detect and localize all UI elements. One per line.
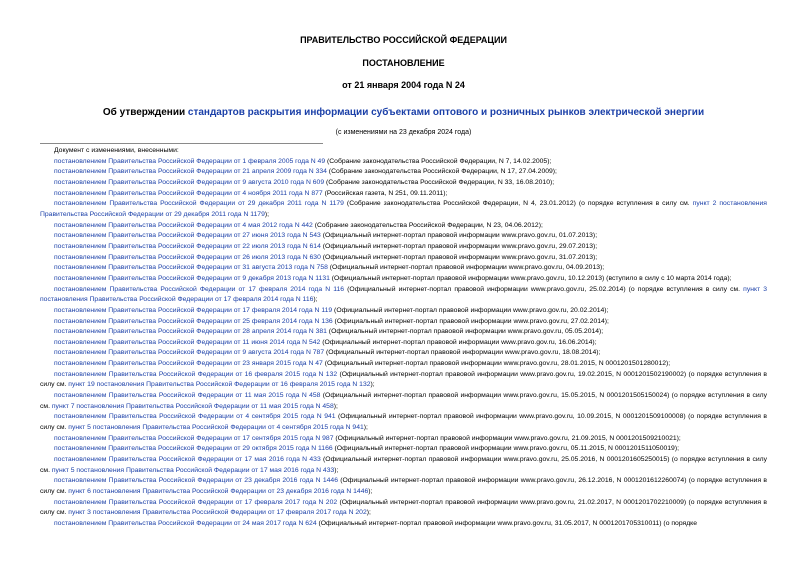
amendment-link[interactable]: постановлением Правительства Российской Федерации от 4 сентября 2015 года N 941	[54, 413, 336, 421]
amendment-link[interactable]: постановлением Правительства Российской Федерации от 9 августа 2010 года N 609	[54, 178, 325, 186]
amendment-link[interactable]: постановлением Правительства Российской Федерации от 21 апреля 2009 года N 334	[54, 168, 327, 176]
amendment-link[interactable]: постановлением Правительства Российской Федерации от 9 декабря 2013 года N 1131	[54, 274, 330, 282]
amendment-source: (Официальный интернет-портал правовой информации www.pravo.gov.ru, 20.02.2014);	[332, 306, 609, 314]
amendment-link[interactable]: постановлением Правительства Российской Федерации от 9 августа 2014 года N 787	[54, 349, 325, 357]
amendment-item	[40, 476, 767, 497]
amendment-link[interactable]: постановлением Правительства Российской Федерации от 17 февраля 2014 года N 119	[54, 306, 333, 314]
amendment-item	[40, 274, 767, 285]
amendment-source: (Официальный интернет-портал правовой информации www.pravo.gov.ru, 21.02.2017, N 0001201702210009) (о порядке вступления в силу см.	[40, 498, 767, 517]
amendment-source: (Официальный интернет-портал правовой информации www.pravo.gov.ru, 05.11.2015, N 0001201511050019);	[332, 445, 679, 453]
amendment-tail: );	[333, 402, 338, 410]
amendments-block	[40, 146, 767, 530]
amendment-link[interactable]: постановлением Правительства Российской Федерации от 29 декабря 2011 года N 1179	[54, 200, 344, 208]
amendment-link[interactable]: постановлением Правительства Российской Федерации от 17 февраля 2017 года N 202	[54, 498, 338, 506]
amendment-source: (Официальный интернет-портал правовой информации www.pravo.gov.ru, 10.12.2013) (вступило в силу с 10 марта 2014 года);	[329, 274, 732, 282]
amendment-source: (Собрание законодательства Российской Федерации, N 33, 16.08.2010);	[324, 178, 555, 186]
amendment-source: (Официальный интернет-портал правовой информации www.pravo.gov.ru, 31.05.2017, N 0001201705310011) (о порядке	[316, 519, 698, 527]
document-date-number: от 21 января 2004 года N 24	[342, 80, 465, 90]
amendment-link[interactable]: постановлением Правительства Российской Федерации от 29 октября 2015 года N 1166	[54, 445, 333, 453]
amendment-tail: );	[366, 509, 371, 517]
amendment-link[interactable]: постановлением Правительства Российской Федерации от 11 мая 2015 года N 458	[54, 392, 321, 400]
effective-date-link[interactable]: пункт 6 постановления Правительства Российской Федерации от 23 декабря 2016 года N 1446	[68, 488, 369, 495]
amendment-item	[40, 444, 767, 455]
amendment-source: (Официальный интернет-портал правовой информации www.pravo.gov.ru, 19.02.2015, N 0001201502190002) (о порядке вступления в силу см.	[40, 370, 767, 389]
amendment-link[interactable]: постановлением Правительства Российской Федерации от 28 апреля 2014 года N 381	[54, 328, 327, 336]
amendment-item	[40, 253, 767, 264]
amendment-item	[40, 178, 767, 189]
amendment-source: (Собрание законодательства Российской Федерации, N 7, 14.02.2005);	[325, 157, 552, 165]
amendment-tail: );	[363, 424, 368, 432]
amendment-item	[40, 498, 767, 519]
amendment-tail: );	[313, 296, 318, 304]
amendment-source: (Российская газета, N 251, 09.11.2011);	[322, 189, 448, 197]
effective-date-link[interactable]: пункт 2 постановления Правительства Российской Федерации от 29 декабря 2011 года N 1179	[40, 200, 767, 218]
amendment-item	[40, 189, 767, 200]
amendment-item	[40, 391, 767, 412]
amendment-tail: );	[368, 488, 373, 495]
amendment-link[interactable]: постановлением Правительства Российской Федерации от 31 августа 2013 года N 758	[54, 264, 328, 272]
amendment-item	[40, 359, 767, 370]
amendment-source: (Собрание законодательства Российской Федерации, N 23, 04.06.2012);	[312, 221, 543, 229]
amendment-link[interactable]: постановлением Правительства Российской Федерации от 4 мая 2012 года N 442	[54, 221, 313, 229]
amendment-source: (Официальный интернет-портал правовой информации www.pravo.gov.ru, 31.07.2013);	[320, 253, 598, 261]
amendment-item	[40, 231, 767, 242]
amendment-source: (Официальный интернет-портал правовой информации www.pravo.gov.ru, 26.12.2016, N 0001201612260074) (о порядке вступления в силу см.	[40, 477, 767, 495]
amendment-item	[40, 242, 767, 253]
amendment-item	[40, 327, 767, 338]
document-type-heading: ПОСТАНОВЛЕНИЕ	[362, 58, 445, 68]
amendment-item	[40, 455, 767, 476]
amendment-item	[40, 199, 767, 220]
amendment-source: (Официальный интернет-портал правовой информации www.pravo.gov.ru, 29.07.2013);	[320, 242, 598, 250]
amendment-tail: );	[334, 466, 339, 474]
effective-date-link[interactable]: пункт 19 постановления Правительства Российской Федерации от 16 февраля 2015 года N 132	[68, 381, 371, 389]
effective-date-link[interactable]: пункт 3 постановления Правительства Российской Федерации от 17 февраля 2017 года N 202	[68, 509, 367, 517]
amendment-source: (Официальный интернет-портал правовой информации www.pravo.gov.ru, 18.08.2014);	[324, 349, 601, 357]
amendment-item	[40, 317, 767, 328]
amendment-source: (Официальный интернет-портал правовой информации www.pravo.gov.ru, 10.09.2015, N 0001201509100008) (о порядке вступления в силу см.	[40, 413, 767, 432]
amendment-item	[40, 370, 767, 391]
amendment-source: (Официальный интернет-портал правовой информации www.pravo.gov.ru, 25.02.2014) (о порядке вступления в силу см.	[344, 285, 744, 293]
amendment-source: (Официальный интернет-портал правовой информации www.pravo.gov.ru, 28.01.2015, N 0001201501280012);	[322, 360, 671, 368]
document-title-prefix: Об утверждении	[102, 107, 188, 118]
amendment-source: (Официальный интернет-портал правовой информации www.pravo.gov.ru, 05.05.2014);	[326, 328, 604, 336]
amendment-link[interactable]: постановлением Правительства Российской Федерации от 1 февраля 2005 года N 49	[54, 157, 326, 165]
amendment-link[interactable]: постановлением Правительства Российской Федерации от 23 января 2015 года N 47	[54, 360, 323, 368]
amendment-link[interactable]: постановлением Правительства Российской Федерации от 11 июня 2014 года N 542	[54, 338, 321, 346]
amendment-source: (Официальный интернет-портал правовой информации www.pravo.gov.ru, 01.07.2013);	[320, 232, 598, 240]
amendment-source: (Официальный интернет-портал правовой информации www.pravo.gov.ru, 04.09.2013);	[327, 264, 605, 272]
amendment-source: (Официальный интернет-портал правовой информации www.pravo.gov.ru, 15.05.2015, N 0001201505150024) (о порядке вступления в силу см.	[40, 392, 767, 410]
amendment-source: (Официальный интернет-портал правовой информации www.pravo.gov.ru, 21.09.2015, N 0001201509210021);	[333, 434, 681, 442]
amendment-link[interactable]: постановлением Правительства Российской Федерации от 24 мая 2017 года N 624	[54, 519, 317, 527]
amendment-source: (Собрание законодательства Российской Федерации, N 17, 27.04.2009);	[326, 168, 557, 176]
amendment-item	[40, 285, 767, 306]
revision-note: (с изменениями на 23 декабря 2024 года)	[335, 129, 472, 136]
amendment-item	[40, 306, 767, 317]
amendment-item	[40, 434, 767, 445]
amendment-item	[40, 167, 767, 178]
amendment-source: (Официальный интернет-портал правовой информации www.pravo.gov.ru, 16.06.2014);	[320, 338, 597, 346]
amendment-tail: );	[264, 210, 270, 218]
amendment-link[interactable]: постановлением Правительства Российской Федерации от 17 сентября 2015 года N 987	[54, 434, 334, 442]
amendment-link[interactable]: постановлением Правительства Российской Федерации от 25 февраля 2014 года N 136	[54, 317, 333, 325]
amendment-item	[40, 157, 767, 168]
amendment-link[interactable]: постановлением Правительства Российской Федерации от 22 июля 2013 года N 614	[54, 242, 321, 250]
amendment-item	[40, 412, 767, 433]
amendments-intro: Документ с изменениями, внесенными:	[54, 147, 179, 154]
amendment-tail: );	[370, 381, 375, 389]
amendment-source: (Официальный интернет-портал правовой информации www.pravo.gov.ru, 27.02.2014);	[332, 317, 609, 325]
effective-date-link[interactable]: пункт 5 постановления Правительства Российской Федерации от 17 мая 2016 года N 433	[51, 466, 335, 474]
amendment-link[interactable]: постановлением Правительства Российской Федерации от 23 декабря 2016 года N 1446	[54, 477, 338, 485]
amendment-item	[40, 338, 767, 349]
amendment-link[interactable]: постановлением Правительства Российской Федерации от 17 мая 2016 года N 433	[54, 456, 321, 464]
document-title	[0, 107, 807, 119]
amendment-link[interactable]: постановлением Правительства Российской Федерации от 26 июля 2013 года N 630	[54, 253, 321, 261]
effective-date-link[interactable]: пункт 7 постановления Правительства Российской Федерации от 11 мая 2015 года N 458	[51, 402, 334, 410]
amendment-link[interactable]: постановлением Правительства Российской Федерации от 17 февраля 2014 года N 116	[54, 285, 345, 293]
amendment-source: (Собрание законодательства Российской Федерации, N 4, 23.01.2012) (о порядке вступления в силу см.	[343, 200, 693, 208]
effective-date-link[interactable]: пункт 3 постановления Правительства Российской Федерации от 17 февраля 2014 года N 116	[40, 285, 767, 304]
government-heading: ПРАВИТЕЛЬСТВО РОССИЙСКОЙ ФЕДЕРАЦИИ	[300, 35, 507, 45]
amendment-source: (Официальный интернет-портал правовой информации www.pravo.gov.ru, 25.05.2016, N 0001201605250015) (о порядке вступления в силу см.	[40, 456, 767, 474]
amendment-link[interactable]: постановлением Правительства Российской Федерации от 16 февраля 2015 года N 132	[54, 370, 338, 378]
amendment-item	[40, 221, 767, 232]
amendment-item	[40, 263, 767, 274]
separator-rule	[40, 143, 323, 144]
amendment-link[interactable]: постановлением Правительства Российской Федерации от 4 ноября 2011 года N 877	[54, 189, 323, 197]
effective-date-link[interactable]: пункт 5 постановления Правительства Российской Федерации от 4 сентября 2015 года N 941	[68, 424, 364, 432]
amendment-item	[40, 348, 767, 359]
amendment-item	[40, 519, 767, 530]
document-title-link[interactable]: стандартов раскрытия информации субъектами оптового и розничных рынков электрической энергии	[187, 107, 705, 118]
amendment-link[interactable]: постановлением Правительства Российской Федерации от 27 июня 2013 года N 543	[54, 232, 321, 240]
